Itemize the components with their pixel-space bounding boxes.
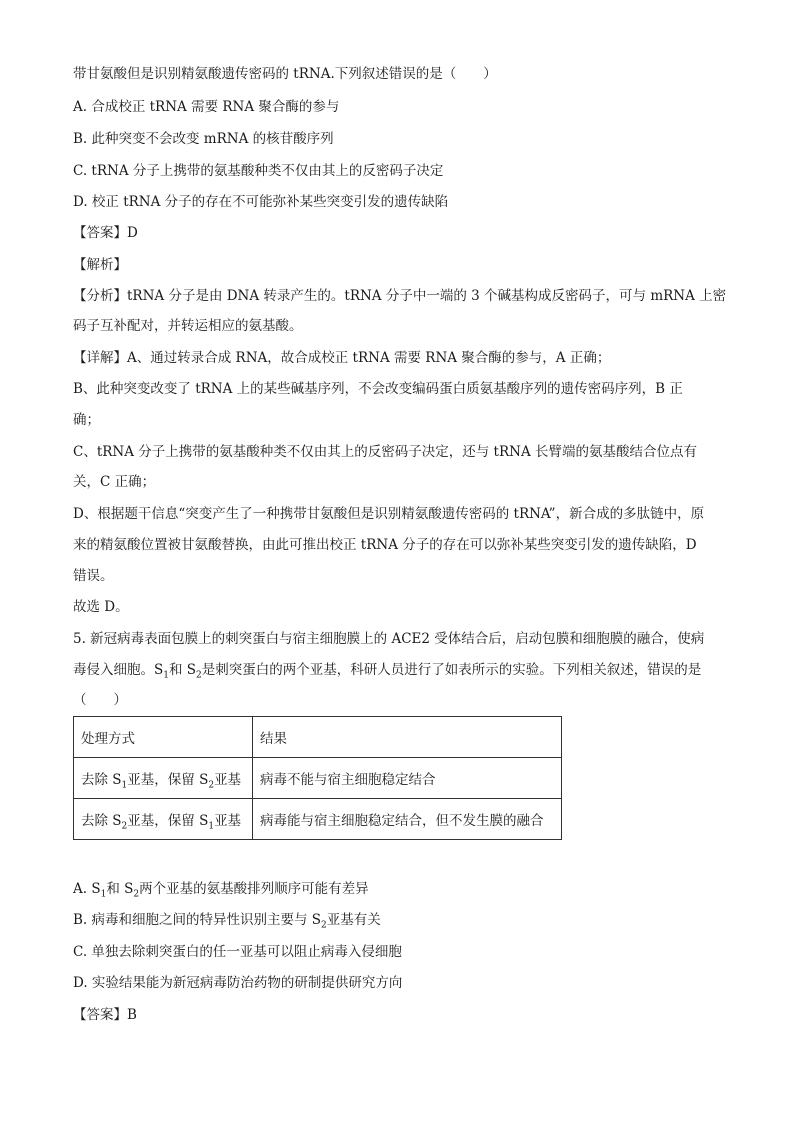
q4-explain-line: 错误。 xyxy=(73,568,114,584)
q4-explain-line: 码子互补配对，并转运相应的氨基酸。 xyxy=(73,318,303,334)
table-header-cell: 处理方式 xyxy=(74,717,253,758)
q5-option-c: C. 单独去除刺突蛋白的任一亚基可以阻止病毒入侵细胞 xyxy=(73,944,402,960)
q5-option-d: D. 实验结果能为新冠病毒防治药物的研制提供研究方向 xyxy=(73,975,403,991)
q4-explain-line: C、tRNA 分子上携带的氨基酸种类不仅由其上的反密码子决定，还与 tRNA 长臂端的氨基酸结合位点有 xyxy=(73,444,698,460)
q4-explain-line: D、根据题干信息“突变产生了一种携带甘氨酸但是识别精氨酸遗传密码的 tRNA”，新合成的多肽链中，原 xyxy=(73,506,705,522)
q4-explain-line: 确； xyxy=(73,412,100,428)
q4-explain-line: B、此种突变改变了 tRNA 上的某些碱基序列，不会改变编码蛋白质氨基酸序列的遗传密码序列，B 正 xyxy=(73,381,683,397)
q4-explain-line: 【详解】A、通过转录合成 RNA，故合成校正 tRNA 需要 RNA 聚合酶的参与，A 正确； xyxy=(73,350,611,366)
table-header-row xyxy=(74,717,562,758)
table-row xyxy=(74,758,562,799)
table-cell: 去除 $S_2$亚基，保留 $S_1$亚基 xyxy=(74,799,253,840)
table-cell: 病毒能与宿主细胞稳定结合，但不发生膜的融合 xyxy=(253,799,562,840)
q5-option-b: B. 病毒和细胞之间的特异性识别主要与 $S_2$亚基有关 xyxy=(73,912,381,931)
q4-option-c: C. tRNA 分子上携带的氨基酸种类不仅由其上的反密码子决定 xyxy=(73,163,444,179)
q4-option-b: B. 此种突变不会改变 mRNA 的核苷酸序列 xyxy=(73,131,334,147)
q4-explain-line: 故选 D。 xyxy=(73,599,129,615)
q5-answer: 【答案】B xyxy=(73,1007,137,1023)
q4-explain-line: 【分析】tRNA 分子是由 DNA 转录产生的。tRNA 分子中一端的 3 个碱基构成反密码子，可与 mRNA 上密 xyxy=(73,288,727,304)
table-cell: 病毒不能与宿主细胞稳定结合 xyxy=(253,758,562,799)
q4-explain-line: 来的精氨酸位置被甘氨酸替换，由此可推出校正 tRNA 分子的存在可以弥补某些突变引发的遗传缺陷，D xyxy=(73,537,697,553)
question-5-stem: 5. 新冠病毒表面包膜上的刺突蛋白与宿主细胞膜上的 ACE2 受体结合后，启动包膜和细胞膜的融合，使病 xyxy=(73,631,705,647)
q5-option-a: A. $S_1$和 $S_2$两个亚基的氨基酸排列顺序可能有差异 xyxy=(73,881,369,900)
table-row xyxy=(74,799,562,840)
experiment-table xyxy=(73,716,562,840)
q4-answer: 【答案】D xyxy=(73,225,138,241)
q4-option-a: A. 合成校正 tRNA 需要 RNA 聚合酶的参与 xyxy=(73,99,340,115)
table-header-cell: 结果 xyxy=(253,717,562,758)
table-cell: 去除 $S_1$亚基，保留 $S_2$亚基 xyxy=(74,758,253,799)
q4-analysis-heading: 【解析】 xyxy=(73,257,127,273)
q4-explain-line: 关，C 正确； xyxy=(73,474,156,490)
q4-option-d: D. 校正 tRNA 分子的存在不可能弥补某些突变引发的遗传缺陷 xyxy=(73,194,449,210)
question-4-stem-tail: 带甘氨酸但是识别精氨酸遗传密码的 tRNA.下列叙述错误的是（ ） xyxy=(73,66,497,82)
question-5-stem: 毒侵入细胞。$S_1$和 $S_2$是刺突蛋白的两个亚基，科研人员进行了如表所示的实验。下列相关叙述，错误的是 xyxy=(73,662,702,681)
question-5-stem: （ ） xyxy=(73,692,127,708)
